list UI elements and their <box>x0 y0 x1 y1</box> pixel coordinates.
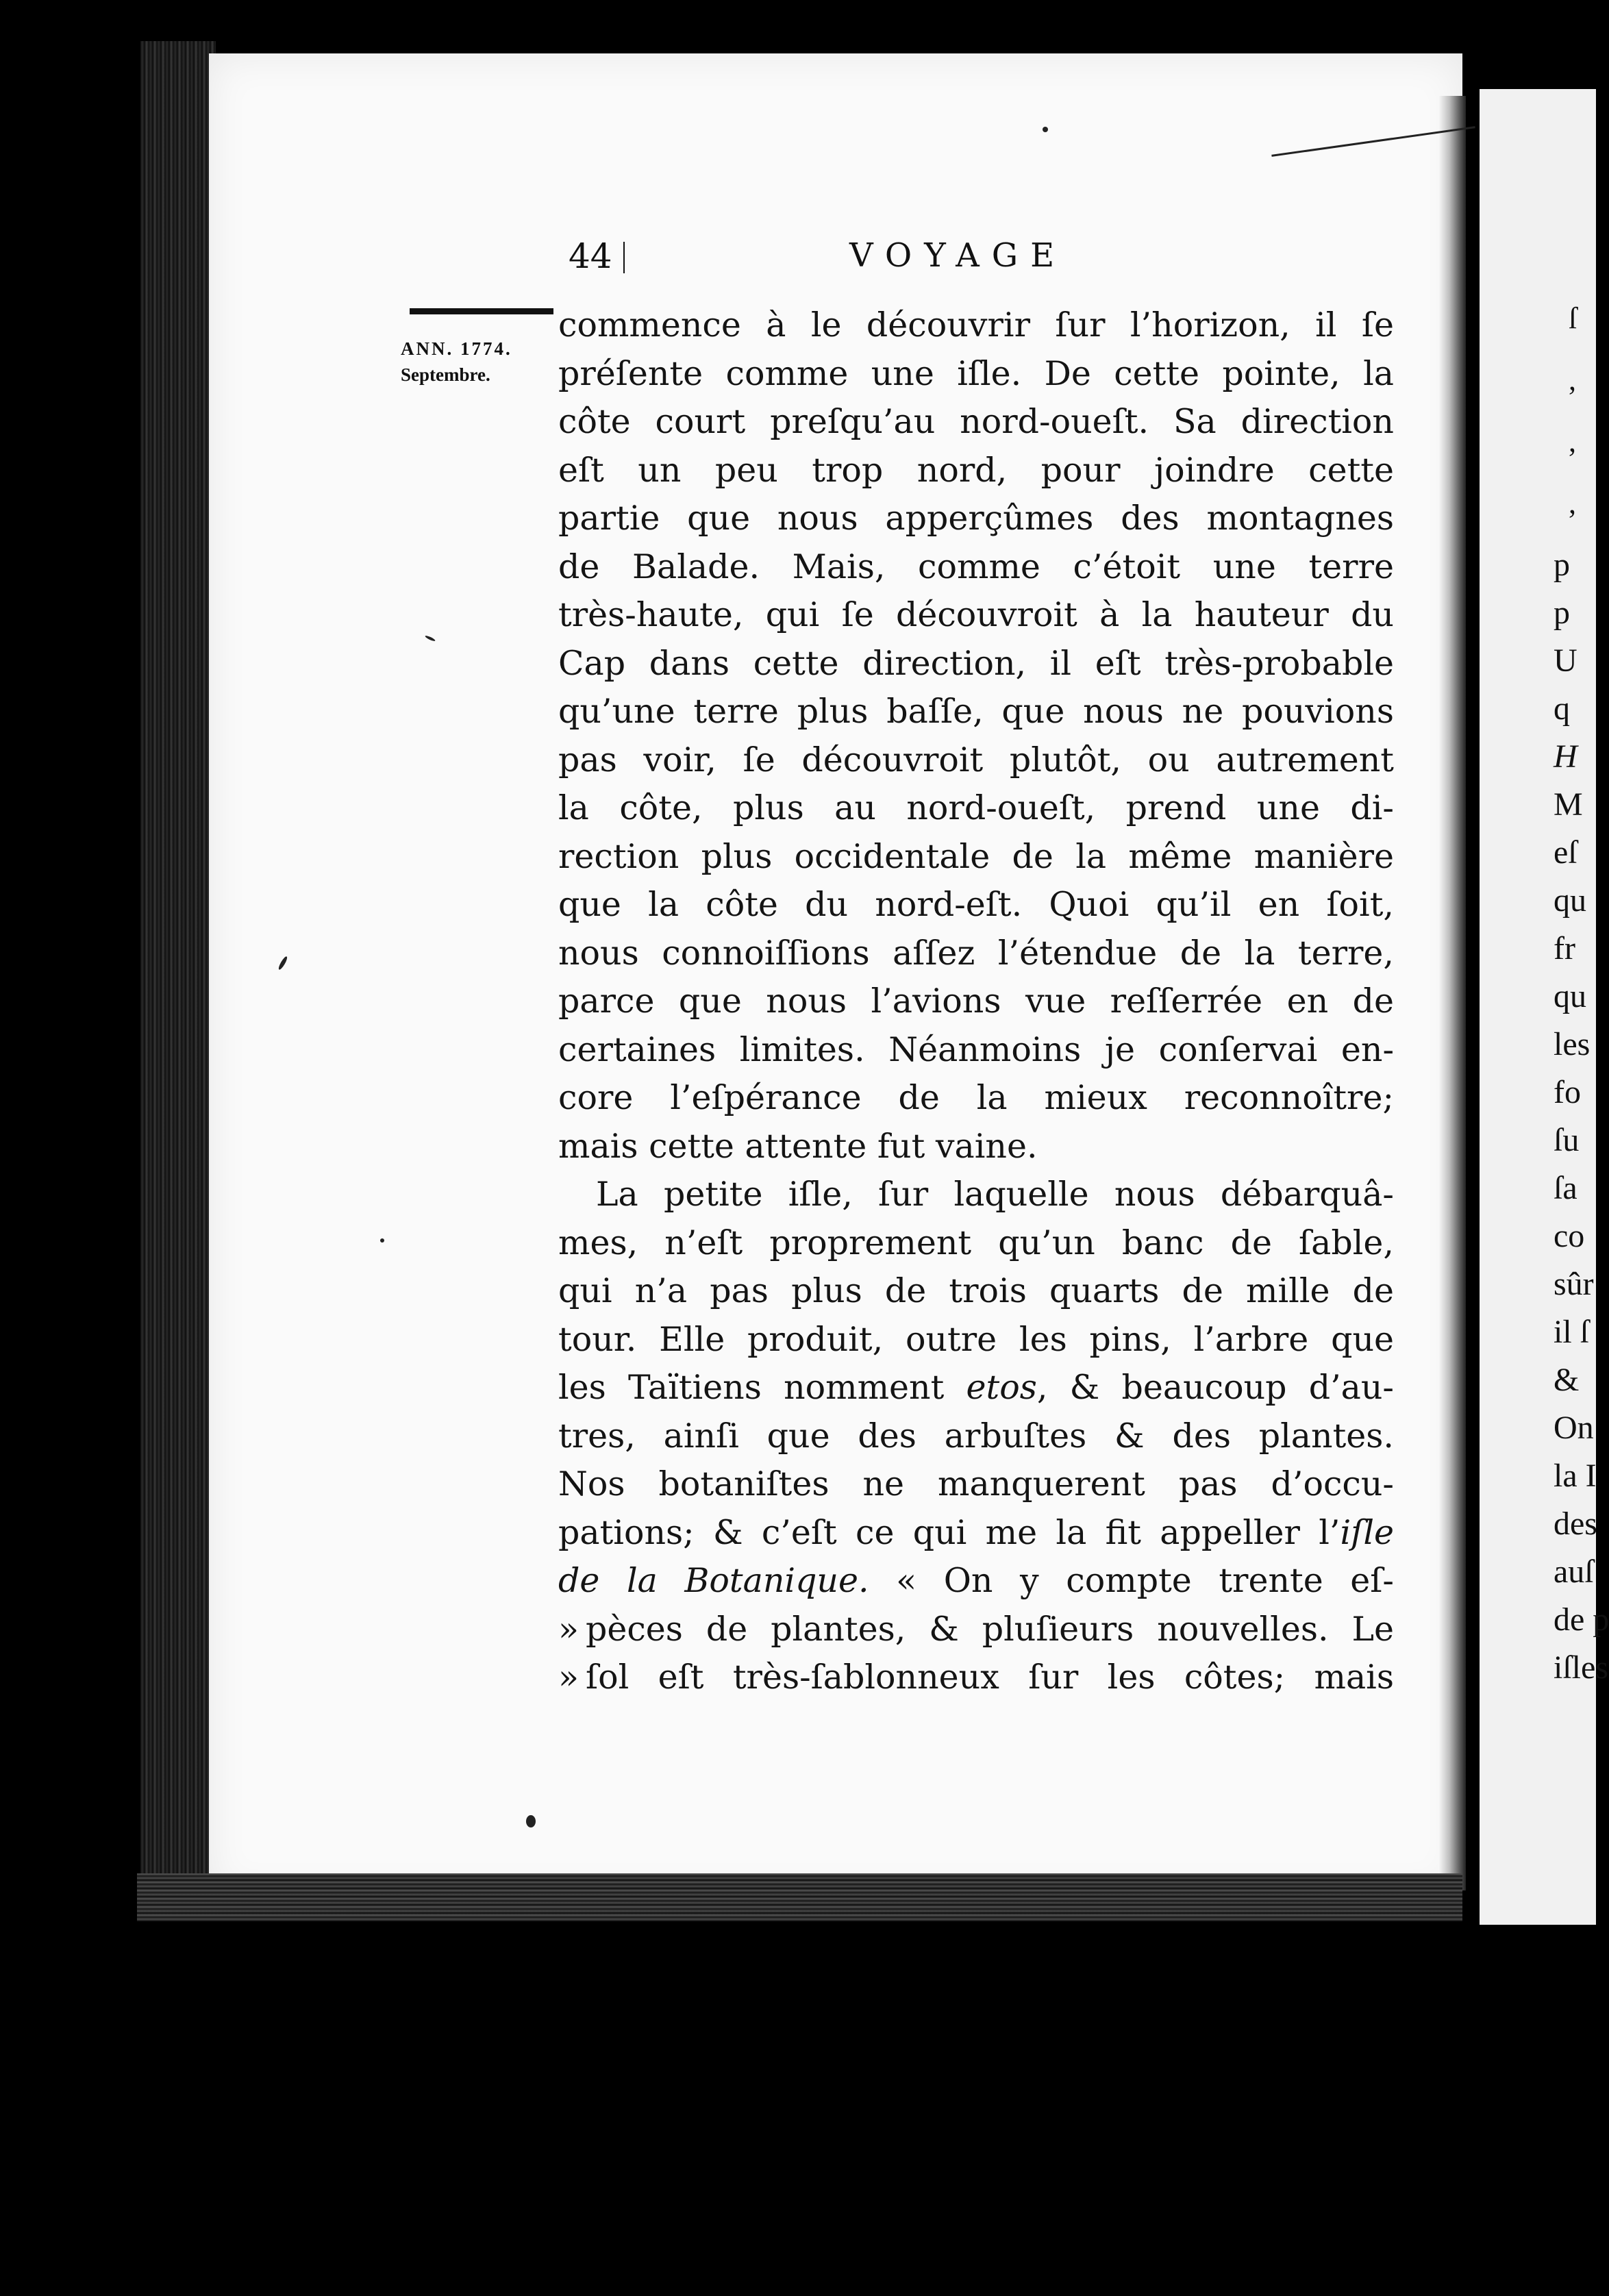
facing-fragment: H <box>1554 738 1577 775</box>
quoted-line <box>558 1606 1394 1654</box>
facing-fragment: qu <box>1554 978 1586 1014</box>
facing-fragment: auſ <box>1554 1553 1594 1590</box>
text-line: certaines limites. Néanmoins je conſervai en- <box>558 1030 1394 1069</box>
facing-mark: , <box>1569 363 1576 397</box>
text-line: commence à le découvrir ſur l’horizon, il ſe <box>558 305 1394 345</box>
running-title: VOYAGE <box>849 236 1067 275</box>
body-text <box>558 301 1394 1702</box>
page-header <box>569 236 1185 298</box>
facing-fragment: les <box>1554 1026 1591 1062</box>
text-run: ſol eſt très-ſablonneux ſur les côtes; mais <box>586 1658 1394 1697</box>
facing-fragment: On <box>1554 1410 1594 1446</box>
facing-fragment: fr <box>1554 930 1575 966</box>
text-line: parce que nous l’avions vue reſſerrée en de <box>558 982 1394 1021</box>
ink-speck <box>380 1238 384 1243</box>
facing-fragment: il ſ <box>1554 1314 1590 1350</box>
facing-fragment: iſles <box>1554 1649 1608 1686</box>
quote-mark: » <box>558 1609 579 1649</box>
text-line: eſt un peu trop nord, pour joindre cette <box>558 450 1394 490</box>
book-gutter <box>140 41 216 1904</box>
facing-fragment: qu <box>1554 882 1586 919</box>
text-line: pas voir, ſe découvroit plutôt, ou autrement <box>558 740 1394 779</box>
text-line: tour. Elle produit, outre les pins, l’arbre que <box>558 1319 1394 1359</box>
text-line: très-haute, qui ſe découvroit à la hauteur du <box>558 595 1394 634</box>
text-line-mixed <box>558 1557 1394 1606</box>
facing-fragment: de p <box>1554 1601 1609 1638</box>
text-line: partie que nous apperçûmes des montagnes <box>558 499 1394 538</box>
text-line: de Balade. Mais, comme c’étoit une terre <box>558 547 1394 586</box>
italic-term-etos: etos <box>966 1368 1037 1407</box>
text-run: pèces de plantes, & pluſieurs nouvelles. Le <box>586 1609 1394 1649</box>
text-line: que la côte du nord-eſt. Quoi qu’il en ſoit, <box>558 885 1394 924</box>
facing-fragment: co <box>1554 1218 1585 1254</box>
facing-fragment: la I <box>1554 1458 1597 1494</box>
page-edge <box>1438 96 1466 1891</box>
facing-fragment: p <box>1554 547 1570 583</box>
text-line: qui n’a pas plus de trois quarts de mille de <box>558 1271 1394 1310</box>
ink-speck <box>1043 127 1048 132</box>
text-line: qu’une terre plus baſſe, que nous ne pouvions <box>558 692 1394 731</box>
text-run: , & beaucoup d’au- <box>1036 1368 1394 1407</box>
italic-term-isle: iſle <box>1340 1512 1394 1552</box>
facing-fragment: des <box>1554 1506 1597 1542</box>
facing-fragment: fo <box>1554 1074 1581 1110</box>
text-line-mixed <box>558 1509 1394 1558</box>
text-line: mes, n’eſt proprement qu’un banc de ſable, <box>558 1223 1394 1262</box>
facing-fragment: sûr <box>1554 1266 1594 1302</box>
margin-rule <box>410 308 553 314</box>
text-line: Cap dans cette direction, il eſt très-probable <box>558 643 1394 683</box>
text-line: rection plus occidentale de la même manière <box>558 836 1394 876</box>
text-line: la côte, plus au nord-oueſt, prend une di- <box>558 788 1394 827</box>
page-stack-edge <box>137 1873 1462 1921</box>
text-line: nous connoiſſions aſſez l’étendue de la terre, <box>558 933 1394 973</box>
paragraph-start-line: La petite iſle, ſur laquelle nous débarquâ- <box>596 1175 1394 1214</box>
facing-fragment: ſu <box>1554 1122 1580 1158</box>
text-line: mais cette attente fut vaine. <box>558 1126 1038 1166</box>
text-line: préſente comme une iſle. De cette pointe, la <box>558 353 1394 393</box>
italic-term-botanique: de la Botanique. <box>558 1561 869 1600</box>
text-line: côte court preſqu’au nord-oueſt. Sa direction <box>558 402 1394 441</box>
ink-speck <box>526 1815 536 1827</box>
facing-mark: , <box>1569 486 1576 520</box>
text-line: Nos botaniſtes ne manquerent pas d’occu- <box>558 1464 1394 1503</box>
facing-page-text <box>1554 541 1608 1692</box>
facing-fragment: M <box>1554 786 1583 823</box>
text-run: « On y compte trente eſ- <box>896 1561 1394 1600</box>
facing-fragment: U <box>1554 642 1577 679</box>
facing-fragment: ſa <box>1554 1170 1577 1206</box>
text-line: tres, ainſi que des arbuſtes & des plantes. <box>558 1416 1394 1456</box>
facing-fragment: q <box>1554 690 1570 727</box>
facing-mark: ſ <box>1569 301 1577 335</box>
quote-mark: » <box>558 1658 579 1697</box>
page-number: 44 <box>569 236 612 276</box>
text-line-mixed <box>558 1364 1394 1412</box>
text-run: les Taïtiens nomment <box>558 1368 945 1407</box>
text-line: core l’eſpérance de la mieux reconnoître; <box>558 1078 1394 1117</box>
margin-note <box>401 336 558 388</box>
facing-fragment: & <box>1554 1362 1580 1398</box>
facing-mark: , <box>1569 425 1576 458</box>
facing-fragment: p <box>1554 595 1570 631</box>
margin-note-year: ANN. 1774. <box>401 338 512 359</box>
margin-note-month: Septembre. <box>401 364 490 385</box>
text-run: pations; & c’eſt ce qui me la fit appeller l’ <box>558 1512 1340 1552</box>
facing-fragment: eſ <box>1554 834 1577 871</box>
quoted-line <box>558 1654 1394 1702</box>
facing-page-punctuation <box>1569 288 1577 534</box>
